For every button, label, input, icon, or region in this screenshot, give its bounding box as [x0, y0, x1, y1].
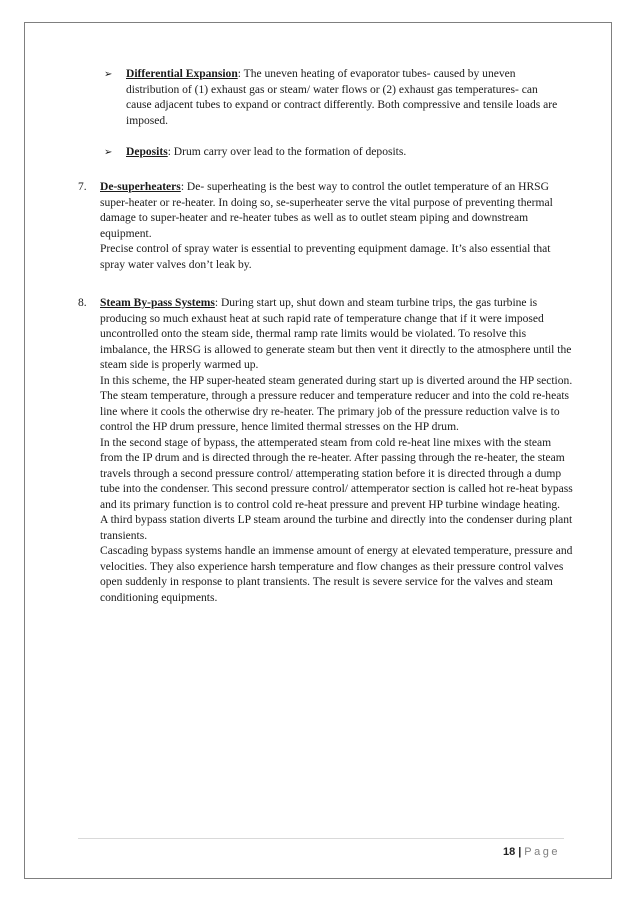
item-term: Steam By-pass Systems — [100, 297, 215, 309]
page-word: Page — [524, 846, 560, 858]
bullet-description: : The uneven heating of evaporator tubes- caused by uneven distribution of (1) exhaust gas or steam/ water flows or (2) exhaust gas temperatures- can cause adjacent tubes to expand or contract differently. Both compressive and tensile loads are imposed. — [126, 68, 558, 127]
bullet-text — [126, 67, 558, 129]
item-lead-text: : During start up, shut down and steam turbine trips, the gas turbine is producing so much exhaust heat at such rapid rate of temperature change that if it were imposed uncontrolled onto the steam side, thermal ramp rate limits would be violated. To resolve this imbalance, the HRSG is allowed to generate steam but then vent it directly to the atmosphere until the steam side is properly warmed up. — [100, 297, 572, 371]
footer-divider — [78, 838, 564, 839]
item-paragraph: In the second stage of bypass, the attemperated steam from cold re-heat line mixes with the steam from the IP drum and is directed through the re-heater. After passing through the re-heater, the steam travels through a second pressure control/ attemperating station before it is directed through a dump tube into the condenser. This second pressure control/ attemperator section is called hot re-heat bypass and its primary function is to control cold re-heat pressure and prevent HP turbine windage heating. — [100, 436, 573, 511]
item-number: 8. — [78, 297, 87, 309]
arrow-bullet-icon: ➢ — [104, 147, 113, 158]
page-number: 18 — [502, 846, 516, 858]
bullet-text — [126, 145, 558, 161]
item-lead-paragraph — [100, 180, 576, 242]
item-term: De-superheaters — [100, 181, 181, 193]
item-paragraph: Precise control of spray water is essential to preventing equipment damage. It’s also essential that spray water valves don’t leak by. — [100, 243, 551, 271]
item-body — [100, 296, 576, 606]
item-body — [100, 180, 576, 273]
item-number: 7. — [78, 181, 87, 193]
item-lead-text: : De- superheating is the best way to control the outlet temperature of an HRSG super-heater or re-heater. In doing so, se-superheater serve the vital purpose of preventing thermal damage to super-heater and re-heater tubes as well as to outlet steam piping and downstream equipment. — [100, 181, 553, 240]
footer-separator: | — [518, 846, 522, 858]
bullet-description: : Drum carry over lead to the formation of deposits. — [167, 146, 407, 158]
item-paragraph: A third bypass station diverts LP steam around the turbine and directly into the condenser during plant transients. — [100, 514, 573, 542]
item-paragraph: Cascading bypass systems handle an immense amount of energy at elevated temperature, pressure and velocities. They also experience harsh temperature and flow changes as their pressure control valves open suddenly in response to plant transients. The result is severe service for the valves and steam conditioning equipments. — [100, 545, 573, 604]
arrow-bullet-icon: ➢ — [104, 69, 113, 80]
item-paragraph: In this scheme, the HP super-heated steam generated during start up is diverted around the HP section. The steam temperature, through a pressure reducer and temperature reducer and into the cold re-heats line where it cools the otherwise dry re-heater. The primary job of the pressure reduction valve is to control the HP drum pressure, hence limited thermal stresses on the HP drum. — [100, 374, 573, 433]
item-lead-paragraph — [100, 296, 576, 374]
bullet-term: Differential Expansion — [126, 68, 238, 80]
bullet-term: Deposits — [126, 146, 168, 158]
page-footer — [503, 845, 560, 861]
